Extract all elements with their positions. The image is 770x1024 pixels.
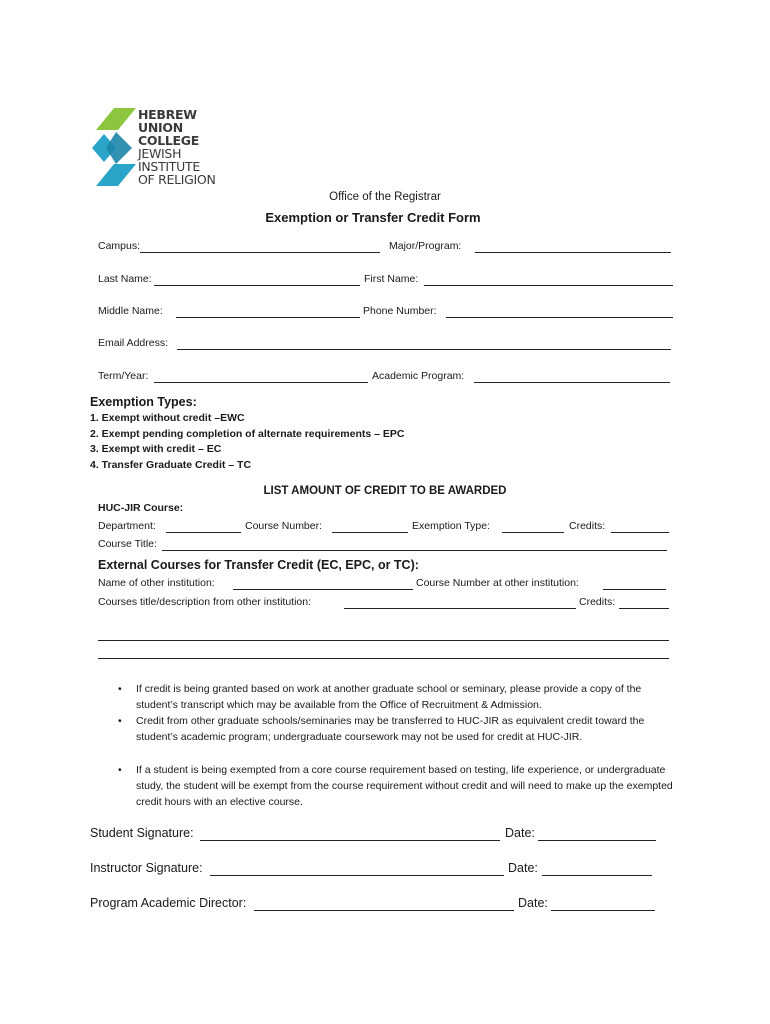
note-item: Credit from other graduate schools/seminaries may be transferred to HUC-JIR as equivalent credit toward the student’s academic program; undergraduate coursework may not be used for credit at HUC-JIR.	[136, 715, 645, 743]
course-title-field[interactable]	[162, 550, 667, 551]
last-name-label: Last Name:	[98, 273, 152, 285]
bullet-icon: •	[118, 764, 122, 776]
exemption-type-label: Exemption Type:	[412, 520, 491, 532]
exemption-type-item: 4. Transfer Graduate Credit – TC	[90, 459, 252, 471]
student-date-field[interactable]	[538, 840, 656, 841]
department-field[interactable]	[166, 532, 241, 533]
email-label: Email Address:	[98, 337, 169, 349]
director-date-label: Date:	[518, 896, 548, 910]
student-date-label: Date:	[505, 826, 535, 840]
academic-program-field[interactable]	[474, 382, 670, 383]
first-name-label: First Name:	[364, 273, 419, 285]
note-item: If a student is being exempted from a core course requirement based on testing, life experience, or undergraduate study, the student will be exempt from the course requirement without credit and will need to make up the exempted credit hours with an elective course.	[136, 764, 673, 808]
term-field[interactable]	[154, 382, 368, 383]
course-description-label: Courses title/description from other institution:	[98, 596, 312, 608]
instructor-date-label: Date:	[508, 861, 538, 875]
other-course-number-field[interactable]	[603, 589, 666, 590]
description-line-1[interactable]	[98, 640, 669, 641]
logo-line: OF RELIGION	[138, 172, 216, 187]
middle-name-label: Middle Name:	[98, 305, 163, 317]
exemption-type-item: 2. Exempt pending completion of alternate requirements – EPC	[90, 428, 405, 440]
director-signature-label: Program Academic Director:	[90, 896, 247, 910]
course-number-field[interactable]	[332, 532, 408, 533]
logo-line: HEBREW	[138, 107, 197, 122]
description-line-2[interactable]	[98, 658, 669, 659]
other-course-number-label: Course Number at other institution:	[416, 577, 579, 589]
student-signature-field[interactable]	[200, 840, 500, 841]
phone-field[interactable]	[446, 317, 673, 318]
credits-field[interactable]	[611, 532, 669, 533]
first-name-field[interactable]	[424, 285, 673, 286]
instructor-signature-label: Instructor Signature:	[90, 861, 203, 875]
logo-line: COLLEGE	[138, 133, 199, 148]
credit-heading: LIST AMOUNT OF CREDIT TO BE AWARDED	[263, 485, 507, 497]
course-description-field[interactable]	[344, 608, 576, 609]
term-label: Term/Year:	[98, 370, 149, 382]
external-credits-field[interactable]	[619, 608, 669, 609]
exemption-type-item: 1. Exempt without credit –EWC	[90, 412, 245, 424]
email-field[interactable]	[177, 349, 671, 350]
external-courses-heading: External Courses for Transfer Credit (EC, EPC, or TC):	[98, 558, 419, 572]
credits-label: Credits:	[569, 520, 606, 532]
other-institution-field[interactable]	[233, 589, 413, 590]
form-title: Exemption or Transfer Credit Form	[265, 210, 481, 225]
exemption-types-heading: Exemption Types:	[90, 395, 197, 409]
logo-line: UNION	[138, 120, 183, 135]
course-number-label: Course Number:	[245, 520, 323, 532]
major-label: Major/Program:	[389, 240, 462, 252]
director-date-field[interactable]	[551, 910, 655, 911]
exemption-type-field[interactable]	[502, 532, 564, 533]
campus-field[interactable]	[140, 252, 380, 253]
phone-label: Phone Number:	[363, 305, 437, 317]
bullet-icon: •	[118, 715, 122, 727]
huc-course-label: HUC-JIR Course:	[98, 502, 184, 514]
logo-mark-icon	[92, 108, 138, 188]
instructor-signature-field[interactable]	[210, 875, 504, 876]
middle-name-field[interactable]	[176, 317, 360, 318]
director-signature-field[interactable]	[254, 910, 514, 911]
exemption-type-item: 3. Exempt with credit – EC	[90, 443, 222, 455]
course-title-label: Course Title:	[98, 538, 157, 550]
last-name-field[interactable]	[154, 285, 360, 286]
logo-line: JEWISH	[138, 146, 182, 161]
instructor-date-field[interactable]	[542, 875, 652, 876]
logo-line: INSTITUTE	[138, 159, 200, 174]
student-signature-label: Student Signature:	[90, 826, 194, 840]
other-institution-label: Name of other institution:	[98, 577, 215, 589]
external-credits-label: Credits:	[579, 596, 616, 608]
major-field[interactable]	[475, 252, 671, 253]
bullet-icon: •	[118, 683, 122, 695]
department-label: Department:	[98, 520, 156, 532]
academic-program-label: Academic Program:	[372, 370, 465, 382]
note-item: If credit is being granted based on work at another graduate school or seminary, please provide a copy of the student’s transcript which may be available from the Office of Recruitment & Admission.	[136, 683, 642, 711]
office-title: Office of the Registrar	[329, 191, 441, 203]
campus-label: Campus:	[98, 240, 141, 252]
